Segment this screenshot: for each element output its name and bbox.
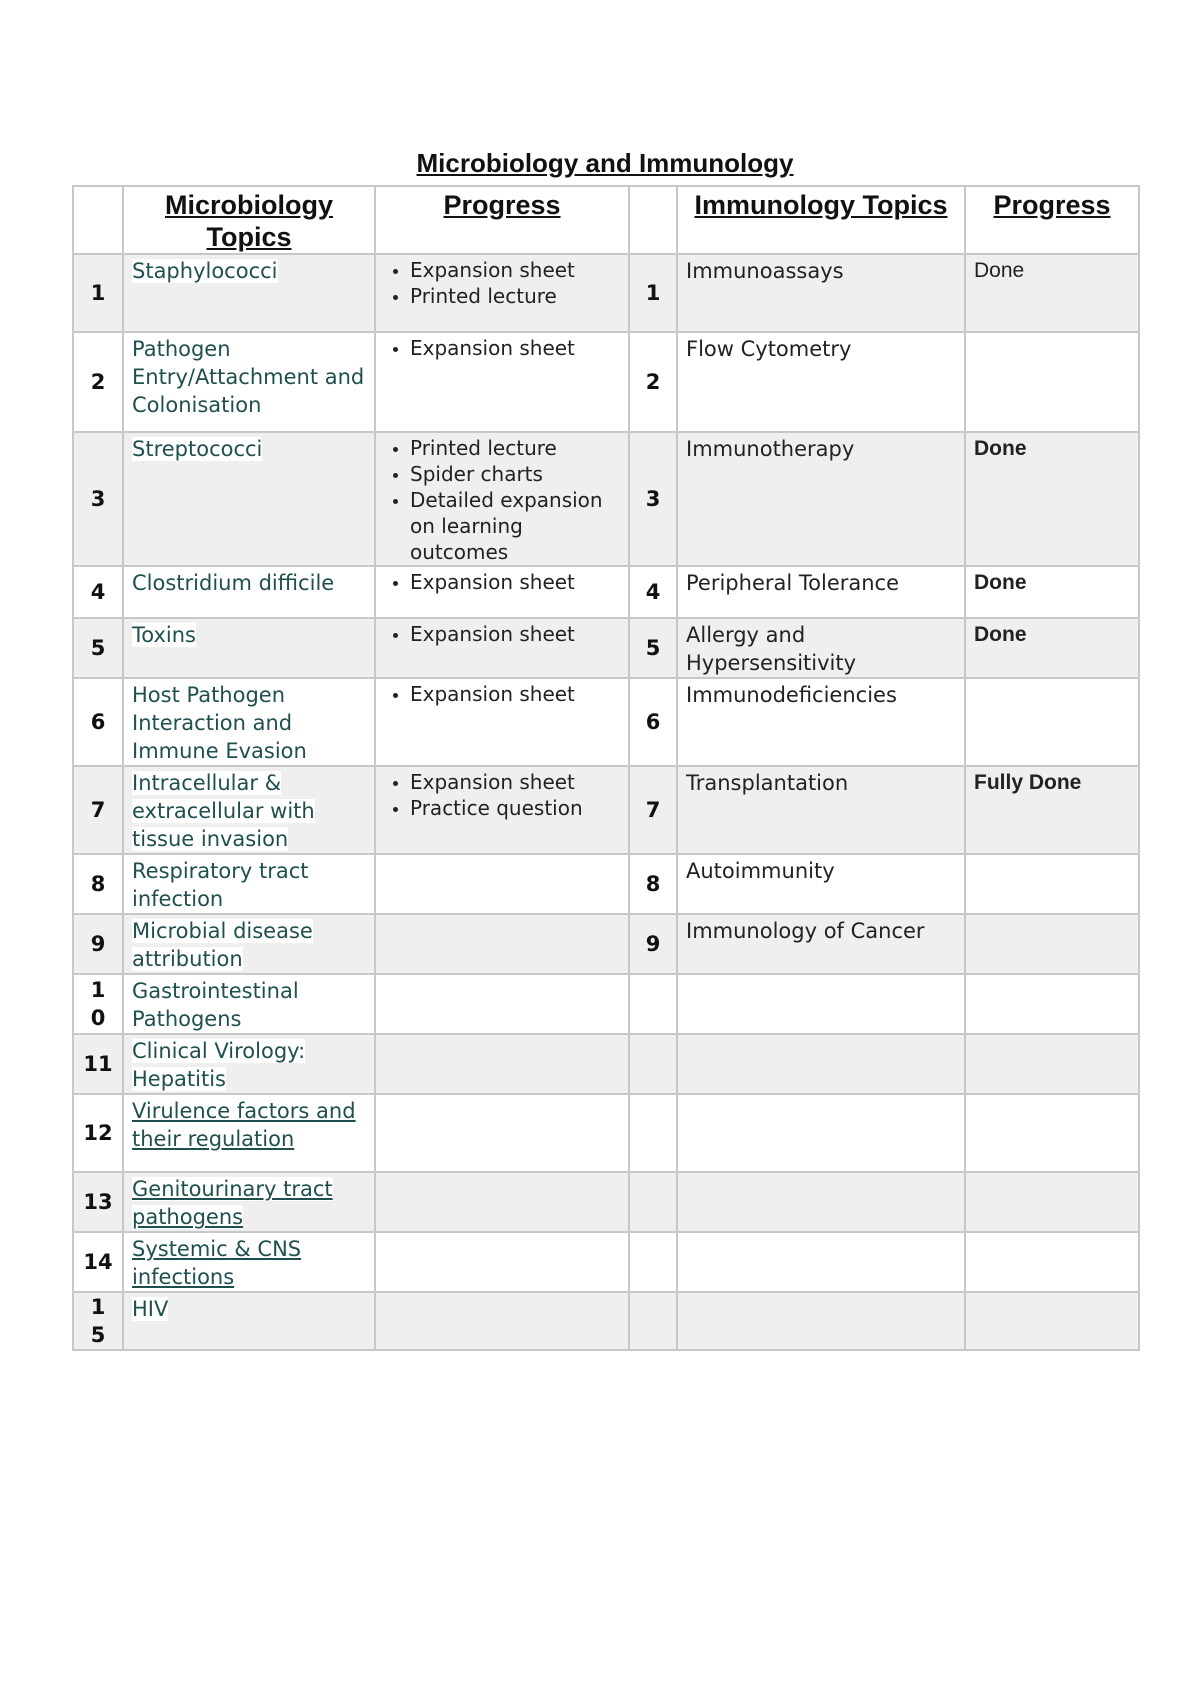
progress-list — [384, 257, 620, 309]
micro-progress-cell — [375, 254, 629, 332]
table-row — [73, 1232, 1139, 1292]
immuno-row-number — [629, 1292, 677, 1350]
immuno-topic-cell: Immunoassays — [677, 254, 965, 332]
progress-item: • Expansion sheet — [410, 569, 620, 595]
header-progress-immuno: Progress — [965, 186, 1139, 254]
micro-topic-cell — [123, 678, 375, 766]
micro-row-number: 2 — [73, 332, 123, 432]
table-row — [73, 332, 1139, 432]
immuno-progress-cell — [965, 1094, 1139, 1172]
topics-table — [72, 185, 1140, 1351]
micro-row-number: 4 — [73, 566, 123, 618]
progress-item: • Expansion sheet — [410, 335, 620, 361]
micro-progress-cell — [375, 854, 629, 914]
progress-list — [384, 681, 620, 707]
micro-topic-cell[interactable] — [123, 1232, 375, 1292]
progress-item: • Printed lecture — [410, 283, 620, 309]
micro-topic-cell — [123, 1034, 375, 1094]
immuno-topic-cell — [677, 1292, 965, 1350]
micro-topic-cell — [123, 432, 375, 566]
header-micro-topics: Microbiology Topics — [123, 186, 375, 254]
table-row — [73, 914, 1139, 974]
immuno-row-number: 9 — [629, 914, 677, 974]
progress-item: • Practice question — [410, 795, 620, 821]
table-row — [73, 1094, 1139, 1172]
table-row — [73, 1034, 1139, 1094]
immuno-row-number: 3 — [629, 432, 677, 566]
micro-row-number: 14 — [73, 1232, 123, 1292]
micro-topic-cell — [123, 854, 375, 914]
immuno-progress-cell — [965, 1232, 1139, 1292]
micro-row-number: 3 — [73, 432, 123, 566]
micro-row-number: 5 — [73, 618, 123, 678]
immuno-progress-cell — [965, 332, 1139, 432]
progress-item: • Expansion sheet — [410, 257, 620, 283]
table-row — [73, 618, 1139, 678]
immuno-progress-cell — [965, 974, 1139, 1034]
immuno-topic-cell — [677, 1232, 965, 1292]
table-row — [73, 254, 1139, 332]
micro-topic-label: Pathogen Entry/Attachment and Colonisation — [132, 337, 365, 417]
immuno-topic-cell — [677, 1094, 965, 1172]
immuno-topic-cell: Immunotherapy — [677, 432, 965, 566]
micro-topic-label: Streptococci — [132, 437, 263, 461]
header-row — [73, 186, 1139, 254]
immuno-progress-cell — [965, 1034, 1139, 1094]
progress-list — [384, 769, 620, 821]
micro-progress-cell — [375, 1232, 629, 1292]
micro-progress-cell — [375, 1094, 629, 1172]
micro-progress-cell — [375, 332, 629, 432]
progress-item: • Expansion sheet — [410, 769, 620, 795]
progress-item: • Detailed expansion on learning outcomes — [410, 487, 620, 565]
micro-topic-label: Intracellular & extracellular with tissue invasion — [132, 771, 315, 851]
micro-progress-cell — [375, 1172, 629, 1232]
immuno-progress-cell: Fully Done — [965, 766, 1139, 854]
immuno-topic-cell — [677, 974, 965, 1034]
micro-topic-label: HIV — [132, 1297, 169, 1321]
micro-topic-label[interactable]: Systemic & CNS infections — [132, 1237, 302, 1289]
progress-item: • Printed lecture — [410, 435, 620, 461]
micro-topic-label: Clostridium difficile — [132, 571, 335, 595]
immuno-topic-cell: Flow Cytometry — [677, 332, 965, 432]
micro-topic-label: Microbial disease attribution — [132, 919, 313, 971]
immuno-row-number — [629, 1034, 677, 1094]
micro-row-number: 13 — [73, 1172, 123, 1232]
micro-row-number: 1 — [73, 254, 123, 332]
progress-list — [384, 569, 620, 595]
micro-progress-cell — [375, 1292, 629, 1350]
micro-row-number: 11 — [73, 1034, 123, 1094]
micro-row-number: 1 0 — [73, 974, 123, 1034]
table-row — [73, 1292, 1139, 1350]
micro-topic-label: Respiratory tract infection — [132, 859, 309, 911]
immuno-topic-cell: Allergy and Hypersensitivity — [677, 618, 965, 678]
micro-progress-cell — [375, 432, 629, 566]
micro-topic-label[interactable]: Virulence factors and their regulation — [132, 1099, 356, 1151]
immuno-row-number: 6 — [629, 678, 677, 766]
micro-progress-cell — [375, 618, 629, 678]
immuno-row-number: 7 — [629, 766, 677, 854]
immuno-row-number — [629, 1232, 677, 1292]
immuno-progress-cell — [965, 1172, 1139, 1232]
micro-row-number: 12 — [73, 1094, 123, 1172]
micro-topic-cell — [123, 1292, 375, 1350]
micro-row-number: 8 — [73, 854, 123, 914]
header-progress-micro: Progress — [375, 186, 629, 254]
immuno-row-number: 4 — [629, 566, 677, 618]
micro-topic-label: Staphylococci — [132, 259, 278, 283]
immuno-progress-cell: Done — [965, 566, 1139, 618]
table-row — [73, 766, 1139, 854]
immuno-topic-cell — [677, 1034, 965, 1094]
micro-topic-label[interactable]: Genitourinary tract pathogens — [132, 1177, 333, 1229]
micro-topic-cell — [123, 332, 375, 432]
micro-progress-cell — [375, 566, 629, 618]
immuno-progress-cell: Done — [965, 254, 1139, 332]
immuno-row-number: 5 — [629, 618, 677, 678]
table-row — [73, 566, 1139, 618]
immuno-progress-cell — [965, 1292, 1139, 1350]
immuno-row-number: 8 — [629, 854, 677, 914]
micro-topic-cell — [123, 566, 375, 618]
micro-row-number: 7 — [73, 766, 123, 854]
table-row — [73, 854, 1139, 914]
immuno-row-number — [629, 1094, 677, 1172]
immuno-progress-cell — [965, 914, 1139, 974]
micro-row-number: 1 5 — [73, 1292, 123, 1350]
table-row — [73, 1172, 1139, 1232]
immuno-progress-cell: Done — [965, 618, 1139, 678]
micro-row-number: 9 — [73, 914, 123, 974]
page-title: Microbiology and Immunology — [416, 148, 794, 178]
micro-topic-label: Host Pathogen Interaction and Immune Evasion — [132, 683, 307, 763]
micro-topic-cell — [123, 766, 375, 854]
immuno-topic-cell: Peripheral Tolerance — [677, 566, 965, 618]
immuno-row-number: 1 — [629, 254, 677, 332]
micro-topic-label: Clinical Virology: Hepatitis — [132, 1039, 306, 1091]
immuno-progress-cell — [965, 854, 1139, 914]
micro-topic-cell — [123, 254, 375, 332]
immuno-topic-cell — [677, 1172, 965, 1232]
progress-item: • Spider charts — [410, 461, 620, 487]
progress-list — [384, 435, 620, 565]
micro-row-number: 6 — [73, 678, 123, 766]
immuno-topic-cell: Immunology of Cancer — [677, 914, 965, 974]
micro-progress-cell — [375, 1034, 629, 1094]
micro-topic-cell — [123, 974, 375, 1034]
micro-topic-cell[interactable] — [123, 1094, 375, 1172]
immuno-topic-cell: Immunodeficiencies — [677, 678, 965, 766]
header-imm-num — [629, 186, 677, 254]
table-row — [73, 678, 1139, 766]
progress-list — [384, 621, 620, 647]
micro-progress-cell — [375, 766, 629, 854]
header-immuno-topics: Immunology Topics — [677, 186, 965, 254]
progress-list — [384, 335, 620, 361]
table-row — [73, 432, 1139, 566]
immuno-topic-cell: Autoimmunity — [677, 854, 965, 914]
immuno-row-number — [629, 1172, 677, 1232]
progress-item: • Expansion sheet — [410, 621, 620, 647]
micro-progress-cell — [375, 974, 629, 1034]
micro-topic-label: Toxins — [132, 623, 196, 647]
micro-topic-cell — [123, 914, 375, 974]
header-num — [73, 186, 123, 254]
immuno-row-number — [629, 974, 677, 1034]
micro-progress-cell — [375, 678, 629, 766]
immuno-progress-cell: Done — [965, 432, 1139, 566]
immuno-topic-cell: Transplantation — [677, 766, 965, 854]
micro-topic-cell[interactable] — [123, 1172, 375, 1232]
micro-topic-cell — [123, 618, 375, 678]
progress-item: • Expansion sheet — [410, 681, 620, 707]
immuno-row-number: 2 — [629, 332, 677, 432]
micro-topic-label: Gastrointestinal Pathogens — [132, 979, 299, 1031]
immuno-progress-cell — [965, 678, 1139, 766]
table-row — [73, 974, 1139, 1034]
micro-progress-cell — [375, 914, 629, 974]
